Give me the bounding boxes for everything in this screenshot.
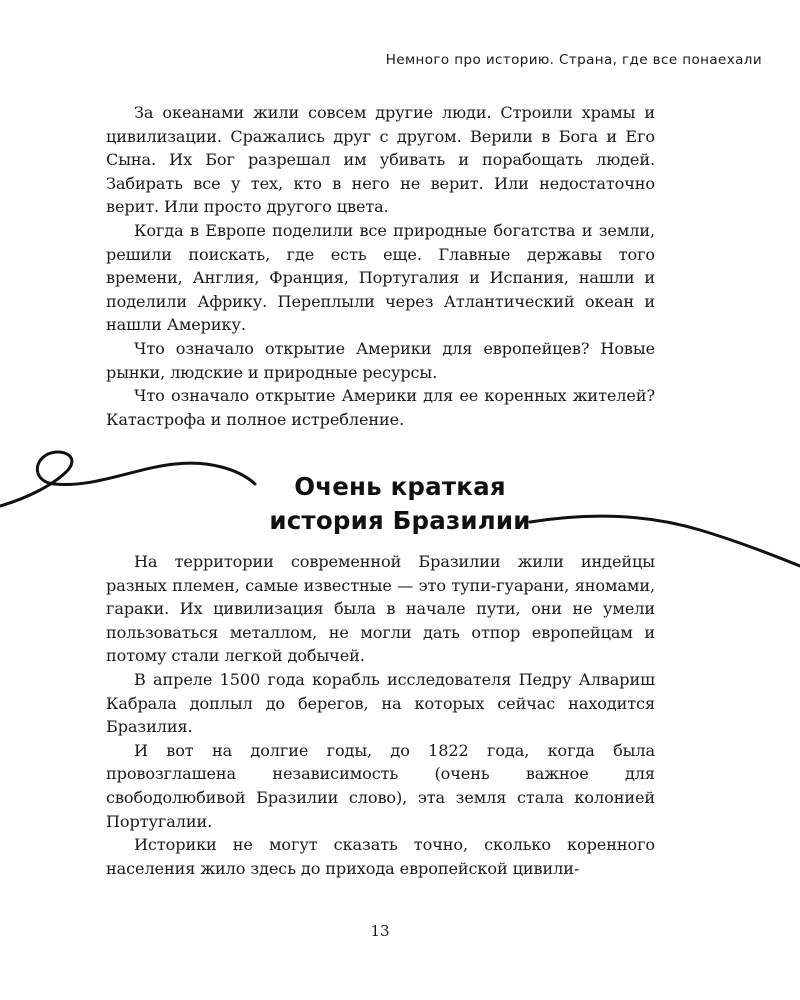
page-number: 13	[370, 922, 390, 940]
paragraph: Что означало открытие Америки для европейцев? Новые рынки, людские и природные ресурсы.	[106, 338, 655, 382]
section-heading-line-2: история Бразилии	[269, 506, 531, 535]
paragraph: Историки не могут сказать точно, сколько коренного населения жило здесь до прихода европейской цивили-	[106, 835, 655, 878]
paragraph: И вот на долгие годы, до 1822 года, когда была провозглашена независимость (очень важное для свободолюбивой Бразилии слово), эта земля стала колонией Португалии.	[106, 740, 655, 831]
text-block-bottom	[106, 550, 655, 880]
paragraph: За океанами жили совсем другие люди. Строили храмы и цивилизации. Сражались друг с другом. Верили в Бога и Его Сына. Их Бог разрешал им убивать и порабощать людей. Забирать все у тех, кто в него не верит. Или недостаточно верит. Или просто другого цвета.	[106, 103, 655, 217]
running-head: Немного про историю. Страна, где все понаехали	[385, 52, 762, 68]
paragraph: Что означало открытие Америки для ее коренных жителей? Катастрофа и полное истребление.	[106, 386, 655, 429]
paragraph: Когда в Европе поделили все природные богатства и земли, решили поискать, где есть еще. Главные державы того времени, Англия, Франция, Португалия и Испания, нашли и поделили Африку. Переплыли через Атлантический океан и нашли Америку.	[106, 220, 655, 335]
section-heading-line-1: Очень краткая	[294, 472, 506, 501]
text-block-top	[106, 101, 655, 431]
paragraph: На территории современной Бразилии жили индейцы разных племен, самые известные — это тупи-гуарани, яномами, гараки. Их цивилизация была в начале пути, они не умели пользоваться металлом, не могли дать отпор европейцам и потому стали легкой добычей.	[106, 552, 655, 666]
paragraph: В апреле 1500 года корабль исследователя Педру Алвариш Кабрала доплыл до берегов, на которых сейчас находится Бразилия.	[106, 669, 655, 737]
